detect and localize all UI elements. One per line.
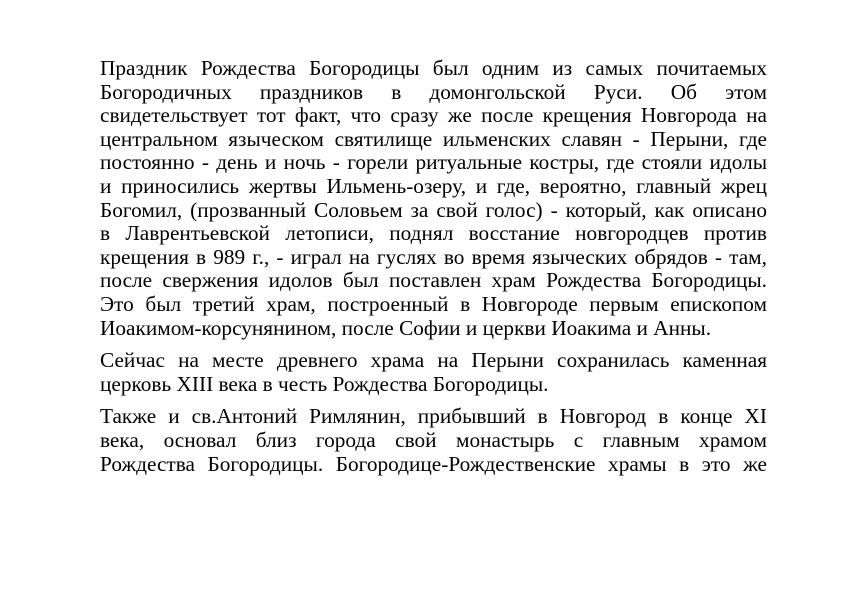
text-line: центральном языческом святилище ильменских славян - Перыни, где [100, 126, 767, 151]
text-line: Сейчас на месте древнего храма на Перыни сохранилась каменная [100, 348, 767, 373]
text-line: Иоакимом-корсунянином, после Софии и церкви Иоакима и Анны. [100, 315, 712, 340]
text-line: церковь XIII века в честь Рождества Богородицы. [100, 371, 549, 396]
text-line: свидетельствует тот факт, что сразу же после крещения Новгорода на [100, 103, 767, 128]
text-line: Это был третий храм, построенный в Новгороде первым епископом [100, 291, 767, 316]
paragraph-3 [100, 405, 767, 476]
text-line: крещения в 989 г., - играл на гуслях во время языческих обрядов - там, [100, 244, 767, 269]
text-line: Богомил, (прозванный Соловьем за свой голос) - который, как описано [100, 197, 767, 222]
text-line: после свержения идолов был поставлен храм Рождества Богородицы. [100, 268, 767, 293]
body-text [100, 57, 767, 485]
text-line: века, основал близ города свой монастырь с главным храмом [100, 427, 767, 452]
text-line: постоянно - день и ночь - горели ритуальные костры, где стояли идолы [100, 150, 767, 175]
text-line: Праздник Рождества Богородицы был одним из самых почитаемых [100, 56, 767, 80]
text-line: и приносились жертвы Ильмень-озеру, и где, вероятно, главный жрец [100, 173, 767, 198]
paragraph-1 [100, 57, 767, 340]
paragraph-2 [100, 349, 767, 396]
text-line: Богородичных праздников в домонгольской Руси. Об этом [100, 79, 767, 104]
text-line: Также и св.Антоний Римлянин, прибывший в Новгород в конце XI [100, 404, 767, 429]
text-line: Рождества Богородицы. Богородице-Рождественские храмы в это же [100, 451, 767, 476]
text-line: в Лаврентьевской летописи, поднял восстание новгородцев против [100, 221, 767, 246]
